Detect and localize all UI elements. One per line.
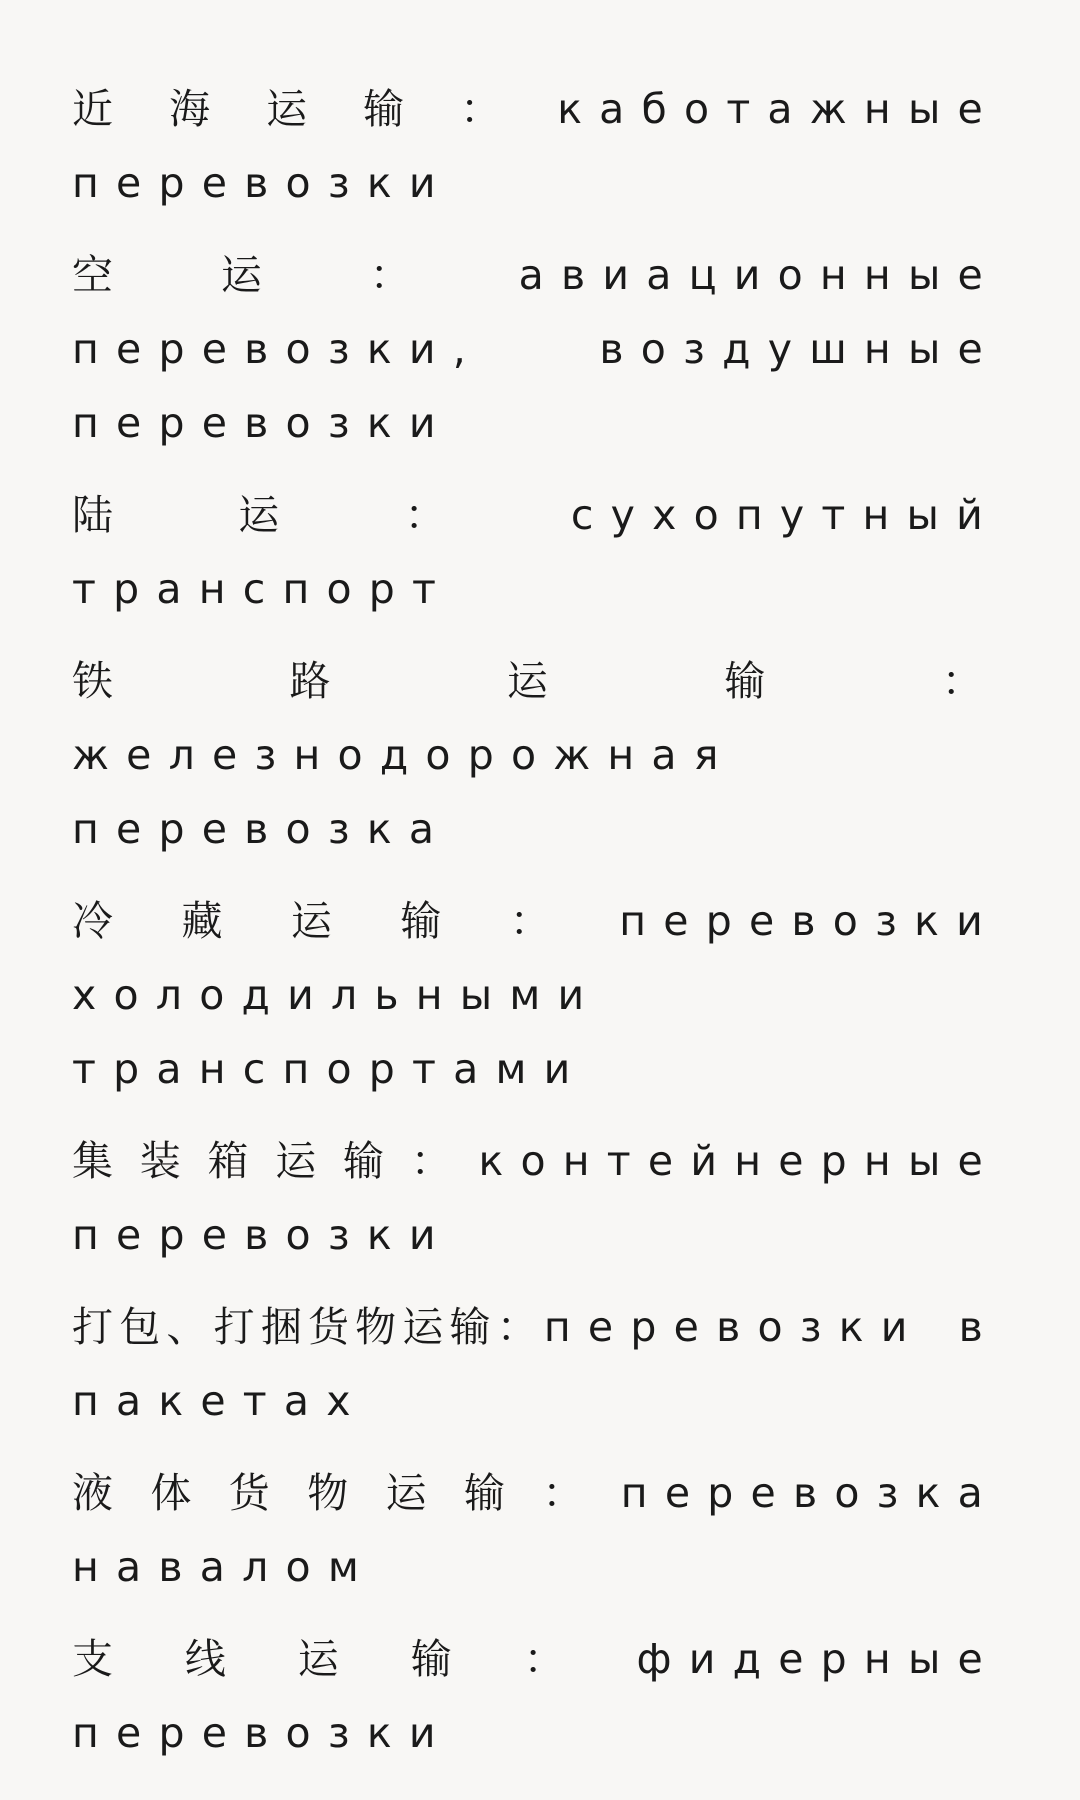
term-chinese: 打包、打捆货物运输： (72, 1303, 544, 1351)
term-chinese: 近海运输： (72, 85, 558, 133)
glossary-entry-packaged (72, 1290, 1000, 1438)
term-chinese: 支线运输： (72, 1635, 637, 1683)
glossary-entry-liquid (72, 1456, 1000, 1604)
term-russian: перевозка навалом (72, 1469, 1000, 1591)
term-chinese: 冷藏运输： (72, 897, 620, 945)
term-russian: перевозки в пакетах (72, 1303, 1000, 1425)
term-chinese: 陆运： (72, 491, 571, 539)
term-chinese: 铁路运输： (72, 657, 1000, 705)
term-russian: фидерные перевозки (72, 1635, 1000, 1757)
term-chinese: 液体货物运输： (72, 1469, 621, 1517)
term-russian: сухопутный транспорт (72, 491, 1000, 613)
glossary-entry-refrigerated (72, 884, 1000, 1106)
term-russian: перевозки холодильными транспортами (72, 897, 1000, 1093)
term-russian: авиационные перевозки, воздушные перевозки (72, 251, 1000, 447)
glossary-entry-container (72, 1124, 1000, 1272)
glossary-entry-land (72, 478, 1000, 626)
glossary-entry-feeder (72, 1622, 1000, 1770)
term-chinese: 集装箱运输： (72, 1137, 479, 1185)
term-chinese: 空运： (72, 251, 519, 299)
glossary-entry-coastal (72, 72, 1000, 220)
glossary-entry-air (72, 238, 1000, 460)
term-russian: каботажные перевозки (72, 85, 1000, 207)
term-russian: контейнерные перевозки (72, 1137, 1000, 1259)
glossary-entry-rail (72, 644, 1000, 866)
term-russian: железнодорожная перевозка (72, 731, 736, 853)
